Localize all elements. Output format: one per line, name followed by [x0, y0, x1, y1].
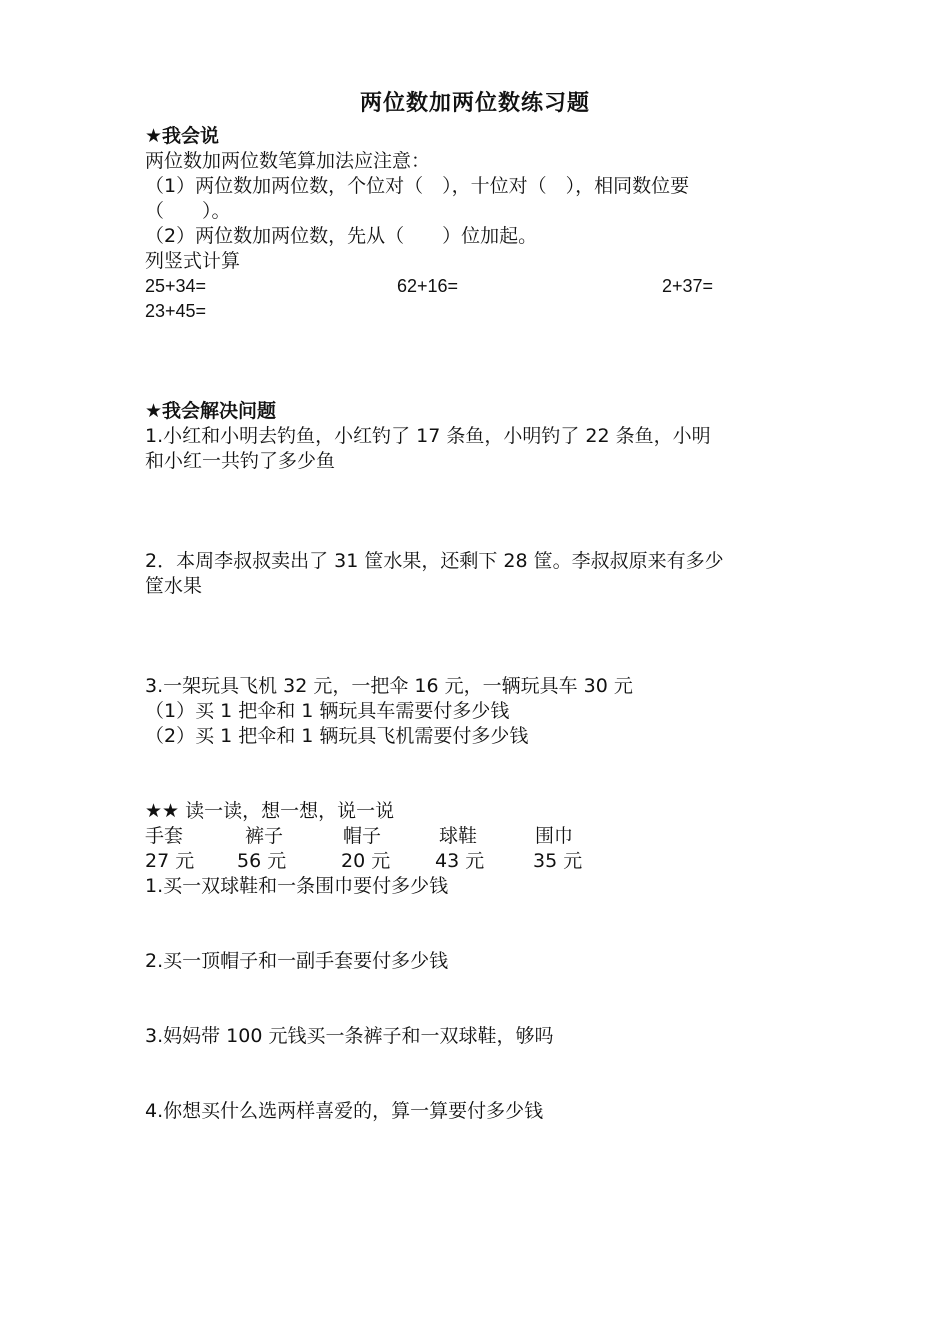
item-prices-row	[145, 849, 815, 874]
worksheet-content	[145, 124, 815, 1124]
item-name: 围巾	[535, 825, 574, 847]
problem-1-line2: 和小红一共钓了多少鱼	[145, 450, 336, 472]
shopping-question-2: 2.买一顶帽子和一副手套要付多少钱	[145, 950, 449, 972]
item-name: 球鞋	[439, 825, 478, 847]
calc-problem: 23+45=	[145, 301, 207, 321]
item-names-row	[145, 824, 815, 849]
problem-3-sub2: （2）买 1 把伞和 1 辆玩具飞机需要付多少钱	[145, 725, 529, 747]
item-name: 帽子	[343, 825, 382, 847]
section-heading-solve-problems: ★我会解决问题	[145, 400, 277, 422]
calc-heading: 列竖式计算	[145, 250, 241, 272]
section1-rule1-line1: （1）两位数加两位数，个位对（ ），十位对（ ），相同数位要	[145, 175, 690, 197]
item-price: 20 元	[341, 850, 391, 872]
item-price: 43 元	[435, 850, 485, 872]
calc-problem: 25+34=	[145, 276, 207, 296]
section-heading-read-think-say: ★★ 读一读，想一想，说一说	[145, 800, 395, 822]
page-title: 两位数加两位数练习题	[359, 90, 590, 116]
problem-2-line2: 筐水果	[145, 575, 203, 597]
shopping-question-1: 1.买一双球鞋和一条围巾要付多少钱	[145, 875, 449, 897]
shopping-question-4: 4.你想买什么选两样喜爱的，算一算要付多少钱	[145, 1100, 544, 1122]
problem-1-line1: 1.小红和小明去钓鱼，小红钓了 17 条鱼，小明钓了 22 条鱼，小明	[145, 425, 711, 447]
problem-2-line1: 2．本周李叔叔卖出了 31 筐水果，还剩下 28 筐。李叔叔原来有多少	[145, 550, 724, 572]
item-name: 手套	[145, 825, 184, 847]
section-heading-i-can-say: ★我会说	[145, 125, 220, 147]
problem-3: 3.一架玩具飞机 32 元，一把伞 16 元，一辆玩具车 30 元	[145, 675, 633, 697]
item-price: 35 元	[533, 850, 583, 872]
section1-intro: 两位数加两位数笔算加法应注意：	[145, 150, 431, 172]
shopping-question-3: 3.妈妈带 100 元钱买一条裤子和一双球鞋，够吗	[145, 1025, 554, 1047]
calc-row-2	[145, 299, 815, 324]
calc-problem: 2+37=	[662, 276, 714, 296]
item-name: 裤子	[245, 825, 284, 847]
calc-row-1	[145, 274, 815, 299]
item-price: 56 元	[237, 850, 287, 872]
item-price: 27 元	[145, 850, 195, 872]
section1-rule2: （2）两位数加两位数，先从（ ）位加起。	[145, 225, 538, 247]
section1-rule1-line2: （ ）。	[145, 200, 231, 222]
calc-problem: 62+16=	[397, 276, 459, 296]
problem-3-sub1: （1）买 1 把伞和 1 辆玩具车需要付多少钱	[145, 700, 510, 722]
